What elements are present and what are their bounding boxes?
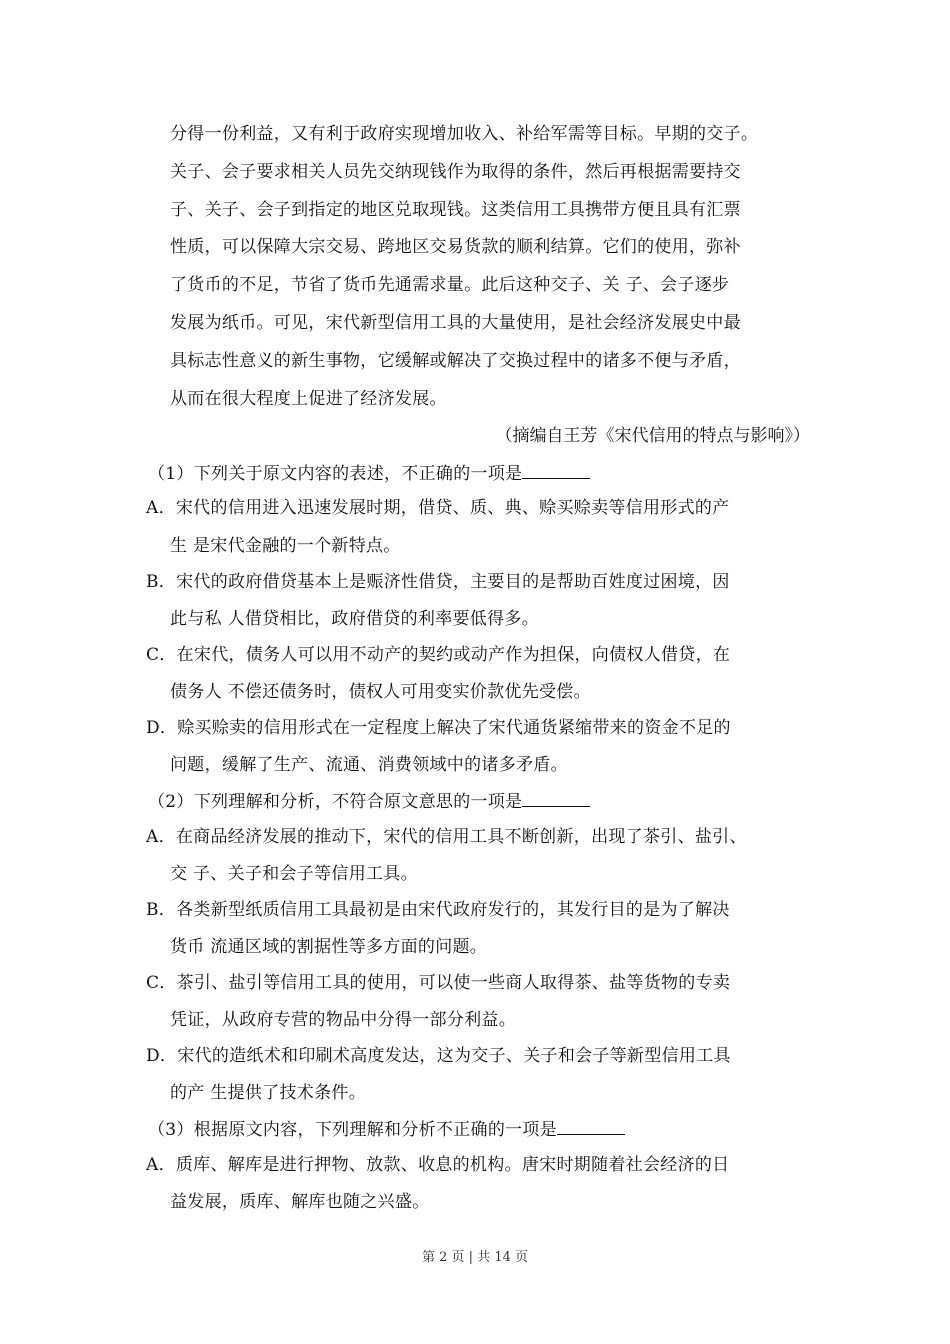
option-line: D．宋代的造纸术和印刷术高度发达，这为交子、关子和会子等新型信用工具: [146, 1046, 731, 1066]
answer-blank: [557, 1118, 625, 1135]
passage-line: 了货币的不足，节省了货币先通需求量。此后这种交子、关 子、会子逐步: [170, 275, 730, 295]
passage-line: 从而在很大程度上促进了经济发展。: [170, 389, 447, 409]
option-line: B．宋代的政府借贷基本上是赈济性借贷，主要目的是帮助百姓度过困境，因: [146, 572, 730, 592]
option-line-cont: 交 子、关子和会子等信用工具。: [170, 864, 418, 884]
passage-source: （摘编自王芳《宋代信用的特点与影响》）: [495, 426, 810, 446]
question-stem: [148, 1118, 625, 1141]
option-line: B．各类新型纸质信用工具最初是由宋代政府发行的，其发行目的是为了解决: [146, 900, 730, 920]
option-line-cont: 货币 流通区域的割据性等多方面的问题。: [170, 937, 488, 957]
question-stem-text: （3）根据原文内容，下列理解和分析不正确的一项是: [148, 1120, 558, 1140]
option-line: A．宋代的信用进入迅速发展时期，借贷、质、典、赊买赊卖等信用形式的产: [146, 498, 730, 518]
passage-line: 分得一份利益，又有利于政府实现增加收入、补给军需等目标。早期的交子。: [170, 124, 759, 144]
option-line-cont: 生 是宋代金融的一个新特点。: [170, 536, 401, 556]
option-line-cont: 凭证，从政府专营的物品中分得一部分利益。: [170, 1010, 516, 1030]
option-line-cont: 此与私 人借贷相比，政府借贷的利率要低得多。: [170, 609, 540, 629]
option-line: A．在商品经济发展的推动下，宋代的信用工具不断创新，出现了茶引、盐引、: [146, 827, 747, 847]
option-line: D．赊买赊卖的信用形式在一定程度上解决了宋代通货紧缩带来的资金不足的: [146, 718, 731, 738]
answer-blank: [522, 790, 590, 807]
option-line-cont: 债务人 不偿还债务时，债权人可用变实价款优先受偿。: [170, 682, 591, 702]
option-line: C．茶引、盐引等信用工具的使用，可以使一些商人取得茶、盐等货物的专卖: [146, 973, 731, 993]
option-line: A．质库、解库是进行押物、放款、收息的机构。唐宋时期随着社会经济的日: [146, 1155, 730, 1175]
passage-line: 具标志性意义的新生事物，它缓解或解决了交换过程中的诸多不便与矛盾，: [170, 351, 741, 371]
passage-line: 性质，可以保障大宗交易、跨地区交易货款的顺利结算。它们的使用，弥补: [170, 237, 741, 257]
question-stem: [148, 790, 590, 813]
answer-blank: [522, 462, 590, 479]
passage-line: 子、关子、会子到指定的地区兑取现钱。这类信用工具携带方便且具有汇票: [170, 200, 741, 220]
option-line-cont: 益发展，质库、解库也随之兴盛。: [170, 1192, 430, 1212]
option-line-cont: 的产 生提供了技术条件。: [170, 1083, 367, 1103]
question-stem-text: （1）下列关于原文内容的表述，不正确的一项是: [148, 464, 523, 484]
option-line-cont: 问题，缓解了生产、流通、消费领域中的诸多矛盾。: [170, 755, 568, 775]
page-footer: 第 2 页 | 共 14 页: [422, 1250, 528, 1265]
passage-line: 关子、会子要求相关人员先交纳现钱作为取得的条件，然后再根据需要持交: [170, 162, 741, 182]
question-stem: [148, 462, 590, 485]
option-line: C．在宋代，债务人可以用不动产的契约或动产作为担保，向债权人借贷，在: [146, 645, 731, 665]
question-stem-text: （2）下列理解和分析，不符合原文意思的一项是: [148, 792, 523, 812]
passage-line: 发展为纸币。可见，宋代新型信用工具的大量使用，是社会经济发展史中最: [170, 313, 741, 333]
